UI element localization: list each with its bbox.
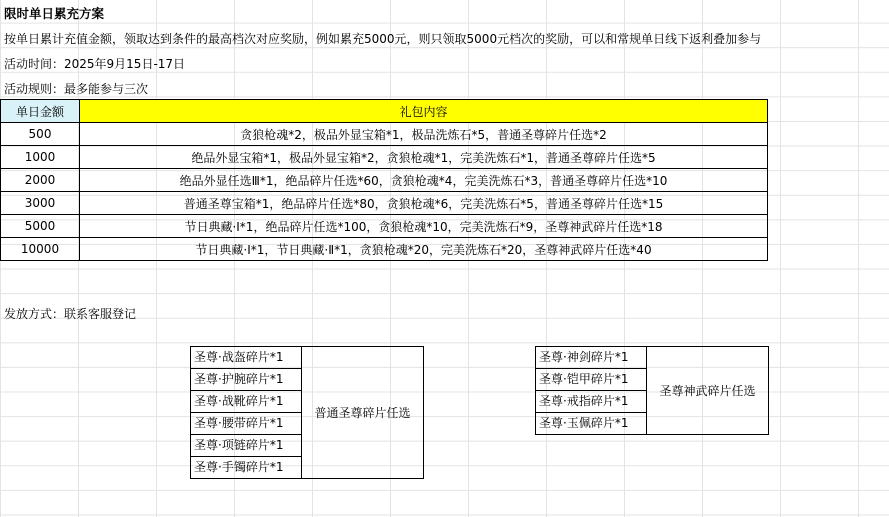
table-header-row (1, 100, 768, 123)
divine-shard-pick-table (535, 346, 769, 435)
list-item[interactable]: 圣尊·战盔碎片*1 (191, 347, 301, 369)
amount-cell[interactable]: 3000 (1, 192, 80, 215)
activity-period: 活动时间：2025年9月15日-17日 (4, 57, 186, 71)
description-text: 按单日累计充值金额，领取达到条件的最高档次对应奖励，例如累充5000元，则只领取5000元档次的奖励，可以和常规单日线下返利叠加参与 (4, 32, 762, 46)
list-item[interactable]: 圣尊·项链碎片*1 (191, 435, 301, 457)
divine-shard-pick-label[interactable]: 圣尊神武碎片任选 (659, 384, 756, 398)
reward-table (0, 99, 768, 261)
activity-rule: 活动规则：最多能参与三次 (4, 82, 149, 96)
normal-shard-pick-label[interactable]: 普通圣尊碎片任选 (314, 406, 411, 420)
list-item[interactable]: 圣尊·腰带碎片*1 (191, 413, 301, 435)
amount-cell[interactable]: 5000 (1, 215, 80, 238)
list-item[interactable]: 圣尊·铠甲碎片*1 (536, 369, 646, 391)
page-title: 限时单日累充方案 (4, 6, 105, 21)
header-content[interactable]: 礼包内容 (80, 100, 768, 123)
table-row (1, 146, 768, 169)
header-amount[interactable]: 单日金额 (1, 100, 80, 123)
amount-cell[interactable]: 2000 (1, 169, 80, 192)
content-cell[interactable]: 节日典藏·Ⅰ*1，节日典藏·Ⅱ*1，贪狼枪魂*20，完美洗炼石*20，圣尊神武碎片任选*40 (80, 238, 768, 261)
list-item[interactable]: 圣尊·手镯碎片*1 (194, 460, 284, 474)
table-row (1, 238, 768, 261)
divine-shard-list (536, 347, 647, 434)
content-cell[interactable]: 普通圣尊宝箱*1，绝品碎片任选*80，贪狼枪魂*6，完美洗炼石*5，普通圣尊碎片任选*15 (80, 192, 768, 215)
table-row (1, 169, 768, 192)
content-cell[interactable]: 贪狼枪魂*2，极品外显宝箱*1，极品洗炼石*5，普通圣尊碎片任选*2 (80, 123, 768, 146)
amount-cell[interactable]: 1000 (1, 146, 80, 169)
list-item[interactable]: 圣尊·玉佩碎片*1 (539, 416, 629, 430)
table-row (1, 215, 768, 238)
list-item[interactable]: 圣尊·戒指碎片*1 (536, 391, 646, 413)
content-cell[interactable]: 节日典藏·Ⅰ*1，绝品碎片任选*100，贪狼枪魂*10，完美洗炼石*9，圣尊神武碎片任选*18 (80, 215, 768, 238)
table-row (1, 123, 768, 146)
normal-shard-pick-table (190, 346, 424, 479)
dispatch-method: 发放方式：联系客服登记 (4, 307, 137, 321)
list-item[interactable]: 圣尊·战靴碎片*1 (191, 391, 301, 413)
table-row (1, 192, 768, 215)
list-item[interactable]: 圣尊·护腕碎片*1 (191, 369, 301, 391)
amount-cell[interactable]: 500 (1, 123, 80, 146)
list-item[interactable]: 圣尊·神剑碎片*1 (536, 347, 646, 369)
content-cell[interactable]: 绝品外显任选Ⅲ*1，绝品碎片任选*60，贪狼枪魂*4，完美洗炼石*3，普通圣尊碎片任选*10 (80, 169, 768, 192)
content-cell[interactable]: 绝品外显宝箱*1，极品外显宝箱*2，贪狼枪魂*1，完美洗炼石*1，普通圣尊碎片任选*5 (80, 146, 768, 169)
amount-cell[interactable]: 10000 (1, 238, 80, 261)
normal-shard-list (191, 347, 302, 478)
